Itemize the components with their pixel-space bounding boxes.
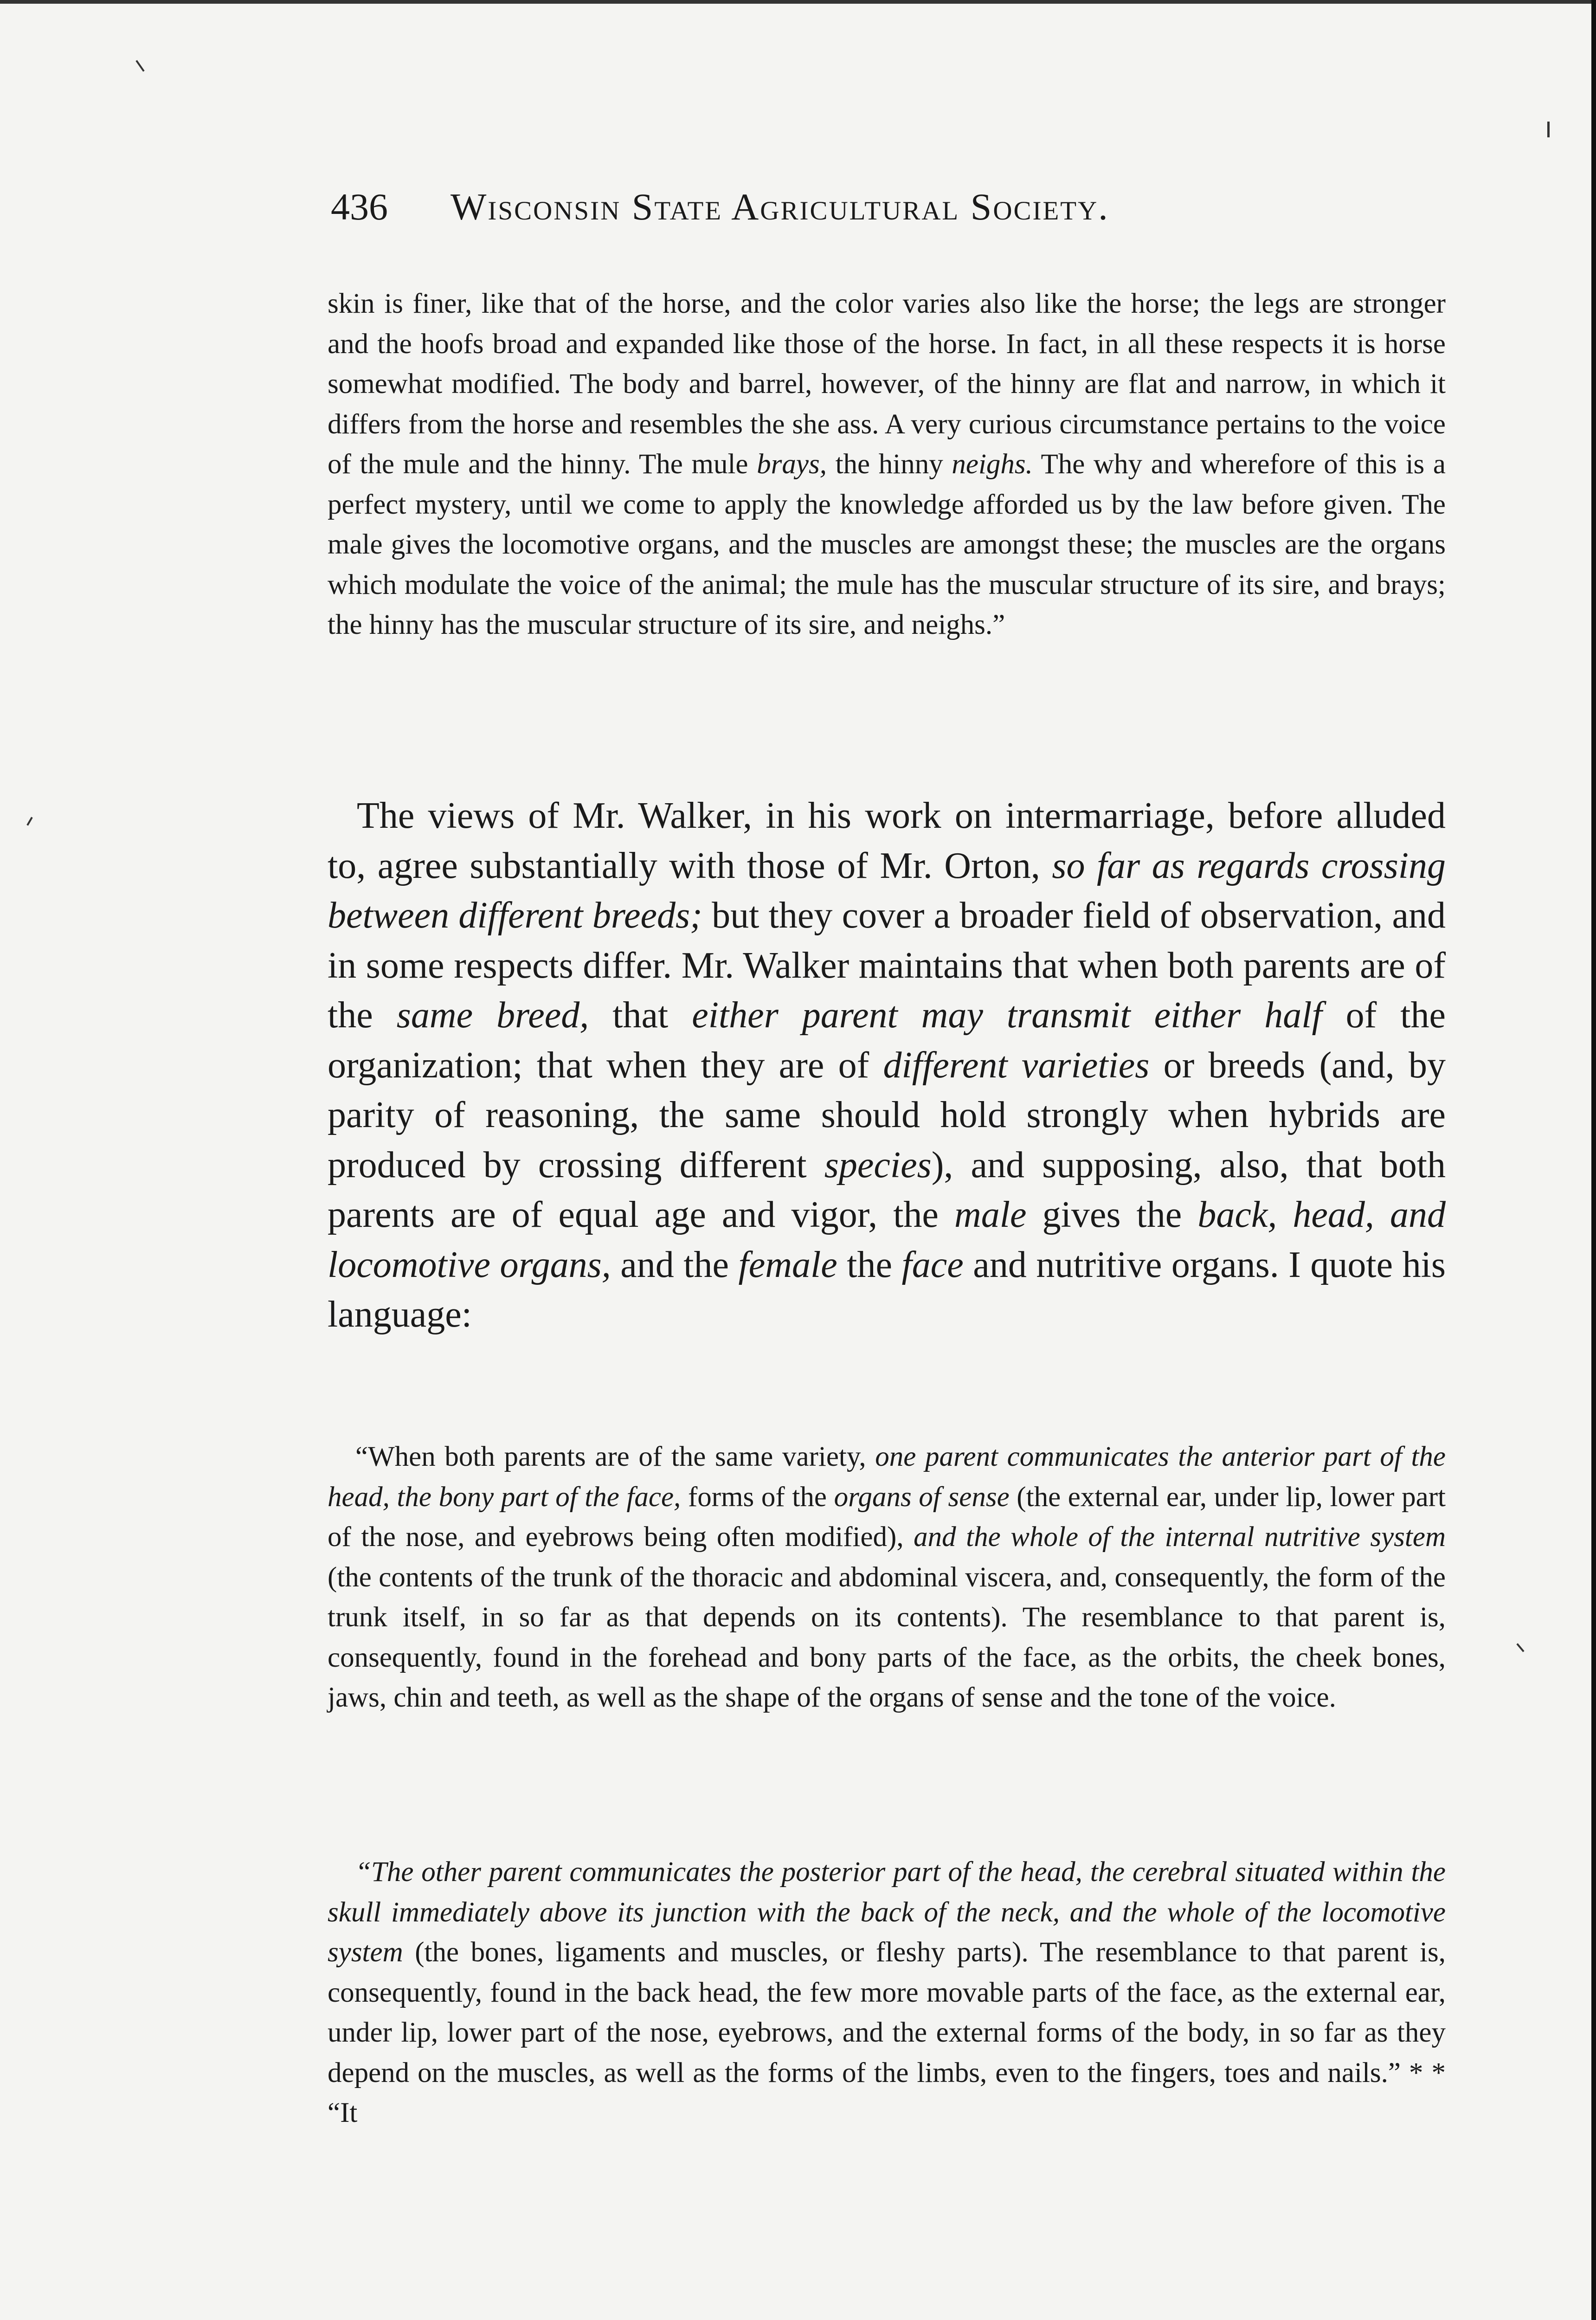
text-run: (the external ear, under lip, lower part of the nose, and eyebrows being often modified), (328, 1481, 1446, 1553)
italic-run: “The other parent communicates the posterior part of the head, the cerebral situated within the skull immediately above its junction with the back of the neck, and the whole of the locomotive system (328, 1856, 1446, 1968)
italic-run: male (954, 1194, 1027, 1235)
scan-speck (135, 60, 144, 71)
text-run: The why and wherefore of this is a perfect mystery, until we come to apply the knowledge afforded us by the law before given. The male gives the locomotive organs, and the muscles are amongst these; the muscles are the organs which modulate the voice of the animal; the mule has the muscular structure of its sire, and brays; the hinny has the muscular structure of its sire, and neighs.” (328, 449, 1446, 640)
text-run: the (837, 1244, 902, 1285)
quote-block-one (328, 1437, 1446, 1718)
page-number: 436 (331, 186, 388, 228)
italic-run: species (824, 1144, 932, 1186)
text-run: or breeds (and, by parity of reasoning, the same should hold strongly when hybrids are produced by crossing different (328, 1044, 1446, 1186)
running-title: Wisconsin State Agricultural Society. (450, 186, 1109, 228)
text-run: skin is finer, like that of the horse, and the color varies also like the horse; the legs are stronger and the hoofs broad and expanded like those of the horse. In fact, in all these respects it is horse somewhat modified. The body and barrel, however, of the hinny are flat and narrow, in which it differs from the horse and resembles the she ass. A very curious circumstance pertains to the voice of the mule and the hinny. The mule (328, 288, 1446, 480)
italic-run: one parent communicates the anterior part of the head, the bony part of the face, (328, 1441, 1446, 1513)
scan-edge-top (0, 0, 1596, 4)
text-run: The views of Mr. Walker, in his work on intermarriage, before alluded to, agree substantially with those of Mr. Orton, (328, 795, 1446, 886)
running-head (331, 188, 1300, 226)
scan-speck (26, 817, 32, 825)
italic-run: so far as regards crossing between different breeds; (328, 845, 1446, 936)
text-run: but they cover a broader field of observation, and in some respects differ. Mr. Walker maintains that when both parents are of the (328, 895, 1446, 1036)
text-run: and nutritive organs. I quote his language: (328, 1244, 1446, 1335)
text-run: the hinny (826, 449, 952, 480)
italic-run: either parent may transmit either half (692, 995, 1322, 1036)
italic-run: female (738, 1244, 837, 1285)
text-run: “When both parents are of the same variety, (355, 1441, 875, 1472)
italic-run: organs of sense (834, 1481, 1010, 1513)
text-run: (the contents of the trunk of the thoracic and abdominal viscera, and, consequently, the form of the trunk itself, in so far as that depends on its contents). The resemblance to that parent is, consequently, found in the forehead and bony parts of the face, as the orbits, the cheek bones, jaws, chin and teeth, as well as the shape of the organs of sense and the tone of the voice. (328, 1561, 1446, 1713)
text-run: and the (611, 1244, 739, 1285)
main-paragraph (328, 791, 1446, 1340)
italic-run: face (901, 1244, 964, 1285)
text-run: that (589, 995, 692, 1036)
text-run: gives the (1026, 1194, 1198, 1235)
italic-run: and the whole of the internal nutritive system (914, 1521, 1446, 1553)
quote-continuation-paragraph (328, 284, 1446, 645)
text-run: (the bones, ligaments and muscles, or fleshy parts). The resemblance to that parent is, consequently, found in the back head, the few more movable parts of the face, as the external ear, under lip, lower part of the nose, eyebrows, and the external forms of the body, in so far as they depend on the muscles, as well as the forms of the limbs, even to the fingers, toes and nails.” * * “It (328, 1937, 1446, 2128)
quote-paragraph (328, 1852, 1446, 2133)
scan-speck (1547, 122, 1550, 137)
italic-run: same breed, (396, 995, 589, 1036)
italic-run: neighs. (952, 449, 1033, 480)
scan-edge-right (1591, 0, 1596, 2320)
text-run: ), and supposing, also, that both parents are of equal age and vigor, the (328, 1144, 1446, 1235)
italic-run: different varieties (883, 1044, 1150, 1086)
body-paragraph (328, 791, 1446, 1340)
scan-speck (1516, 1643, 1524, 1652)
quote-paragraph (328, 1437, 1446, 1718)
quote-block-two (328, 1852, 1446, 2133)
text-run: of the organization; that when they are of (328, 995, 1446, 1086)
text-run: forms of the (681, 1481, 834, 1513)
quote-continuation (328, 284, 1446, 645)
italic-run: brays, (757, 449, 827, 480)
italic-run: back, head, and locomotive organs, (328, 1194, 1446, 1285)
